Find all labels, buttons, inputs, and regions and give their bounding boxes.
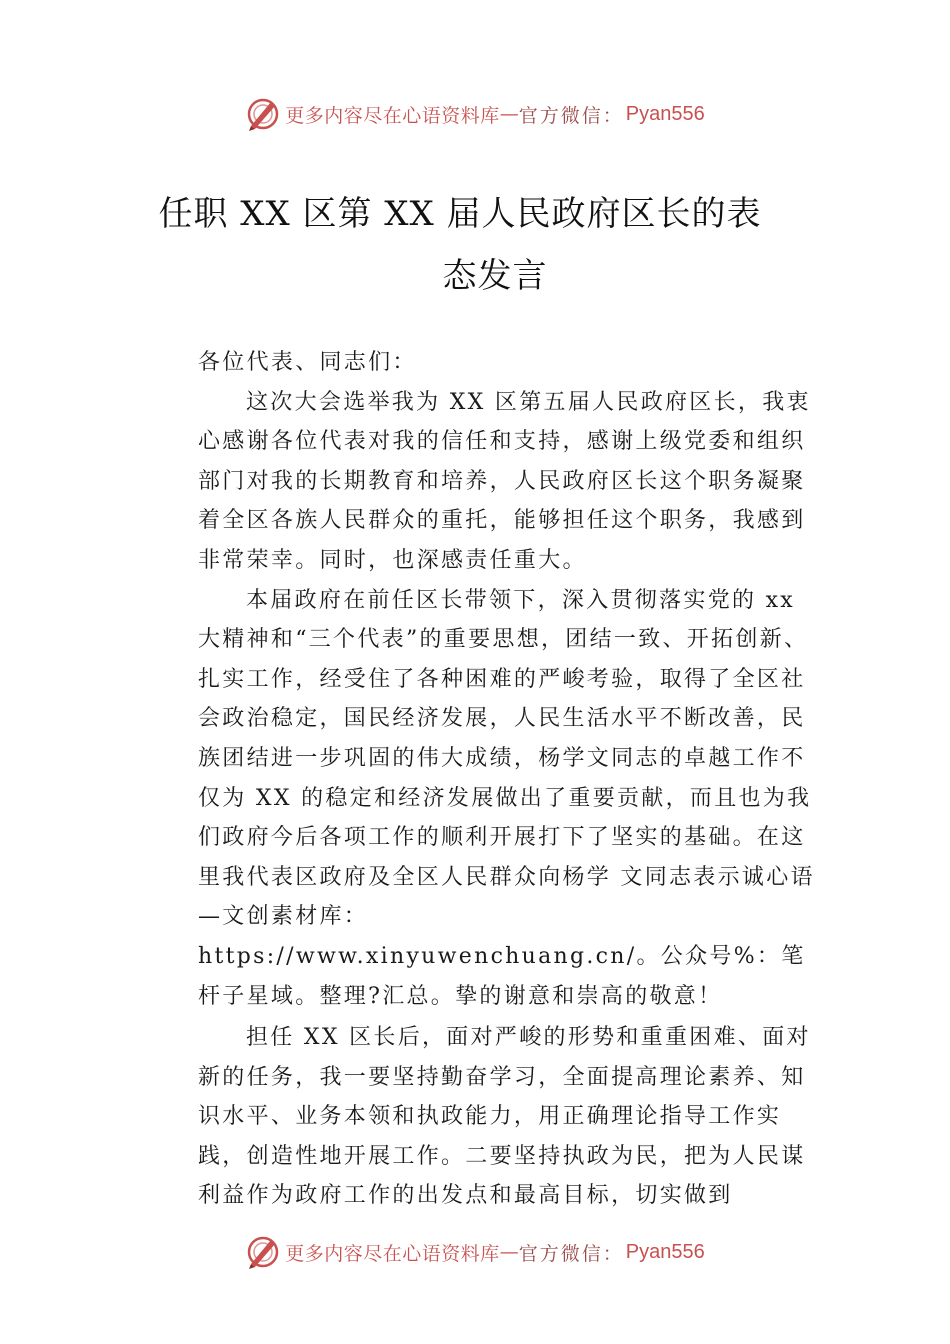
paragraph-2: 本届政府在前任区长带领下，深入贯彻落实党的 xx 大精神和“三个代表”的重要思想，团结一致、开拓创新、扎实工作，经受住了各种困难的严峻考验，取得了全区社会政治稳定，国民经济发展，人民生活水平不断改善，民族团结进一步巩固的伟大成绩，杨学文同志的卓越工作不仅为 XX 的稳定和经济发展做出了重要贡献，而且也为我们政府今后各项工作的顺利开展打下了坚实的基础。在这里我代表区政府及全区人民群众向杨学 文同志表示诚心语—文创素材库：https://www.xinyuwenchuang.cn/。公众号%：笔杆子星域。整理?汇总。挚的谢意和崇高的敬意！: [198, 587, 815, 1009]
banner-wechat-label: 官方微信：: [518, 1242, 624, 1265]
banner-main-text: 更多内容尽在心语资料库: [285, 104, 500, 127]
salutation: 各位代表、同志们：: [198, 350, 417, 375]
pen-logo-icon: [245, 96, 281, 132]
banner-main-text: 更多内容尽在心语资料库: [285, 1242, 500, 1265]
footer-banner: [0, 1230, 950, 1274]
banner-wechat-id: Pyan556: [625, 102, 705, 125]
banner-separator: —: [499, 103, 519, 125]
document-title-line1: 任职 XX 区第 XX 届人民政府区长的表: [158, 194, 762, 234]
banner-wechat-label: 官方微信：: [518, 104, 624, 127]
document-title-line2: 态发言: [442, 256, 548, 296]
pen-logo-icon: [245, 1234, 281, 1270]
header-banner: [0, 92, 950, 136]
document-body: [198, 343, 828, 1216]
paragraph-1: 这次大会选举我为 XX 区第五届人民政府区长，我衷心感谢各位代表对我的信任和支持，感谢上级党委和组织部门对我的长期教育和培养，人民政府区长这个职务凝聚着全区各族人民群众的重托，能够担任这个职务，我感到非常荣幸。同时，也深感责任重大。: [198, 389, 811, 573]
banner-separator: —: [499, 1241, 519, 1263]
paragraph-3: 担任 XX 区长后，面对严峻的形势和重重困难、面对新的任务，我一要坚持勤奋学习，全面提高理论素养、知识水平、业务本领和执政能力，用正确理论指导工作实践，创造性地开展工作。二要坚持执政为民，把为人民谋利益作为政府工作的出发点和最高目标，切实做到: [198, 1025, 811, 1209]
banner-wechat-id: Pyan556: [625, 1240, 705, 1263]
